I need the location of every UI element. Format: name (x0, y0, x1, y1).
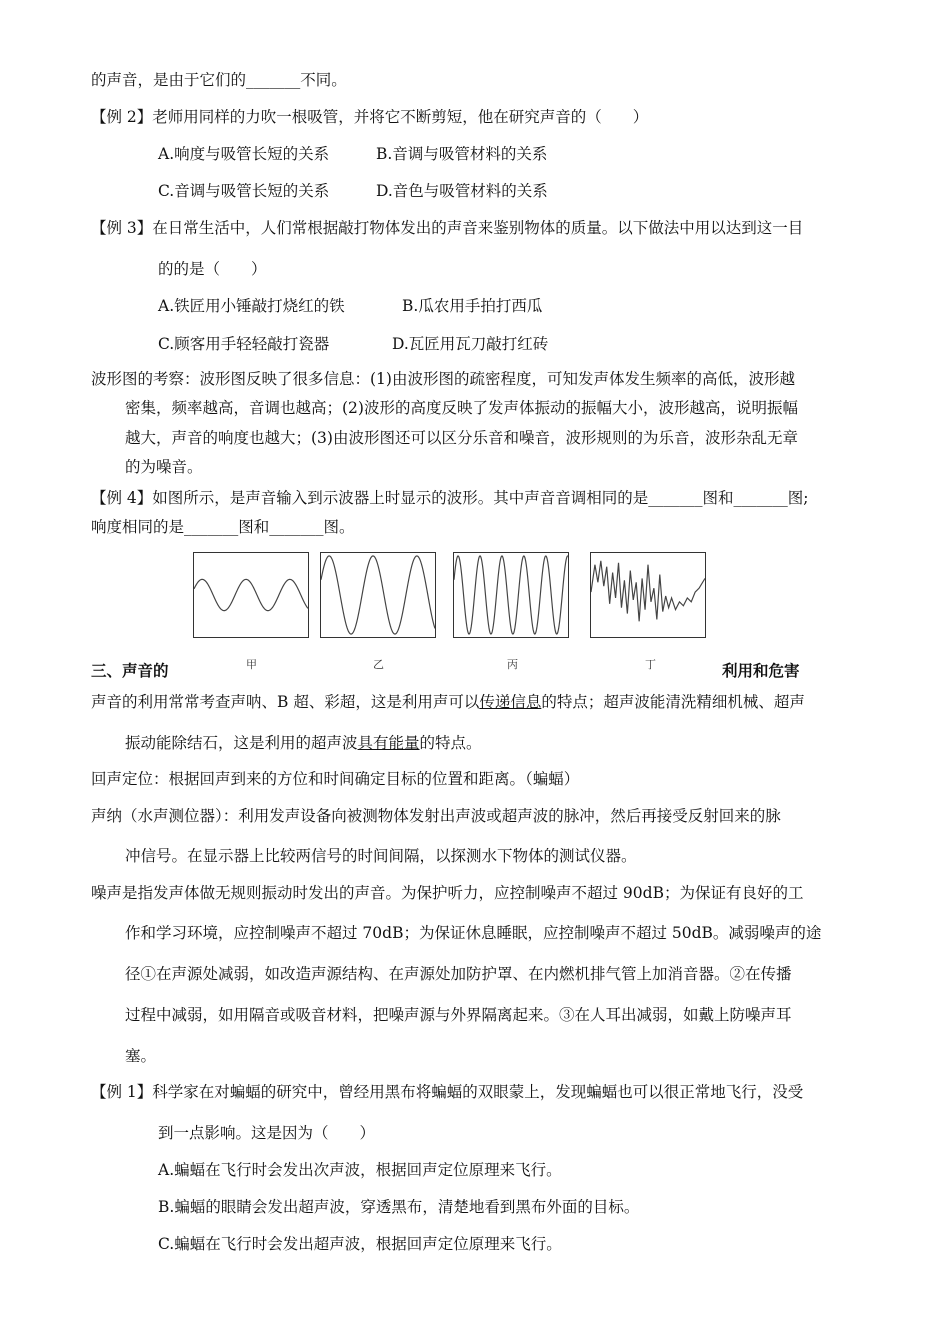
example-1-question: 【例 1】科学家在对蝙蝠的研究中，曾经用黑布将蝙蝠的双眼蒙上，发现蝙蝠也可以很正常地飞行，没受 (91, 1083, 804, 1101)
usage-paragraph: 声音的利用常常考查声呐、B 超、彩超，这是利用声可以传递信息的特点；超声波能清洗精细机械、超声 (91, 693, 805, 711)
option-d: D.瓦匠用瓦刀敲打红砖 (392, 335, 549, 353)
example-1-question-cont: 到一点影响。这是因为（ ） (158, 1124, 376, 1142)
option-c: C.蝙蝠在飞行时会发出超声波，根据回声定位原理来飞行。 (158, 1235, 562, 1253)
example-2-question: 【例 2】老师用同样的力吹一根吸管，并将它不断剪短，他在研究声音的（ ） (91, 108, 649, 126)
waveform-label-jia: 甲 (246, 658, 257, 671)
waveform-label-bing: 丙 (507, 658, 518, 671)
option-a: A.铁匠用小锤敲打烧红的铁 (158, 297, 345, 315)
underlined-term: 具有能量 (357, 734, 420, 752)
option-b: B.蝙蝠的眼睛会发出超声波，穿透黑布，清楚地看到黑布外面的目标。 (158, 1198, 640, 1216)
waveform-label-yi: 乙 (373, 658, 384, 671)
waveform-paragraph: 波形图的考察：波形图反映了很多信息：(1)由波形图的疏密程度，可知发声体发生频率的高低，波形越 (91, 370, 795, 388)
echo-location-text: 回声定位：根据回声到来的方位和时间确定目标的位置和距离。（蝙蝠） (91, 770, 580, 788)
usage-paragraph: 振动能除结石，这是利用的超声波具有能量的特点。 (125, 734, 482, 752)
example-4-question-cont: 响度相同的是_______图和_______图。 (91, 518, 355, 536)
text-line: 的声音，是由于它们的_______不同。 (91, 71, 347, 89)
sonar-text: 冲信号。在显示器上比较两信号的时间间隔，以探测水下物体的测试仪器。 (125, 847, 637, 865)
example-3-question: 【例 3】在日常生活中，人们常根据敲打物体发出的声音来鉴别物体的质量。以下做法中用以达到这一目 (91, 219, 804, 237)
noise-paragraph: 径①在声源处减弱，如改造声源结构、在声源处加防护罩、在内燃机排气管上加消音器。②在传播 (125, 965, 792, 983)
option-c: C.顾客用手轻轻敲打瓷器 (158, 335, 330, 353)
waveform-paragraph: 密集，频率越高，音调也越高；(2)波形的高度反映了发声体振动的振幅大小，波形越高，说明振幅 (125, 399, 798, 417)
noise-paragraph: 噪声是指发声体做无规则振动时发出的声音。为保护听力，应控制噪声不超过 90dB；为保证有良好的工 (91, 884, 804, 902)
example-4-question: 【例 4】如图所示，是声音输入到示波器上时显示的波形。其中声音音调相同的是_______图和_______图; (91, 489, 809, 507)
noise-paragraph: 塞。 (125, 1047, 157, 1065)
waveform-ding (590, 552, 706, 638)
option-a: A.蝙蝠在飞行时会发出次声波，根据回声定位原理来飞行。 (158, 1161, 562, 1179)
noise-paragraph: 过程中减弱，如用隔音或吸音材料，把噪声源与外界隔离起来。③在人耳出减弱，如戴上防噪声耳 (125, 1006, 792, 1024)
section-heading-cont: 利用和危害 (722, 661, 800, 680)
noise-paragraph: 作和学习环境，应控制噪声不超过 70dB；为保证休息睡眠，应控制噪声不超过 50dB。减弱噪声的途 (125, 924, 822, 942)
waveform-jia (193, 552, 309, 638)
option-b: B.瓜农用手拍打西瓜 (402, 297, 543, 315)
waveform-yi (320, 552, 436, 638)
section-heading: 三、声音的 (91, 661, 169, 680)
option-a: A.响度与吸管长短的关系 (158, 145, 330, 163)
waveform-paragraph: 的为噪音。 (125, 458, 203, 476)
option-c: C.音调与吸管长短的关系 (158, 182, 330, 200)
waveform-paragraph: 越大，声音的响度也越大；(3)由波形图还可以区分乐音和噪音，波形规则的为乐音，波形杂乱无章 (125, 429, 798, 447)
example-3-question-cont: 的的是（ ） (158, 260, 267, 278)
waveform-label-ding: 丁 (645, 658, 656, 671)
option-b: B.音调与吸管材料的关系 (376, 145, 548, 163)
underlined-term: 传递信息 (479, 693, 542, 711)
sonar-text: 声纳（水声测位器）：利用发声设备向被测物体发射出声波或超声波的脉冲，然后再接受反射回来的脉 (91, 807, 781, 825)
option-d: D.音色与吸管材料的关系 (376, 182, 548, 200)
waveform-bing (453, 552, 569, 638)
